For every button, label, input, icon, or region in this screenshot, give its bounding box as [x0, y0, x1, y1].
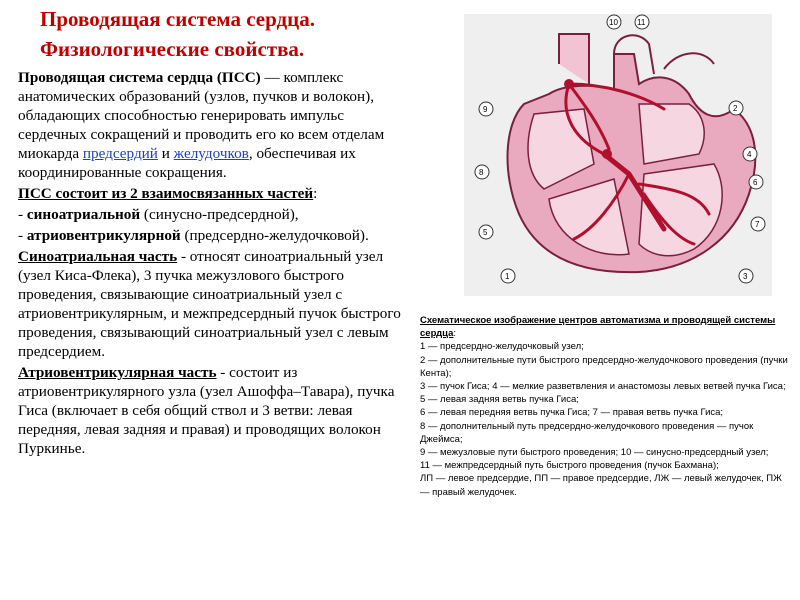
definition-text-1: — комплекс анатомических образований (узлов, пучков и волокон), обладающих способностью генерировать импульс сердечных сокращений и проводить его ко всем отделам миокарда — [18, 69, 385, 162]
label-1: 1 — [505, 272, 510, 281]
label-3: 3 — [743, 272, 748, 281]
parts-heading-text: ПСС состоит из 2 взаимосвязанных частей — [18, 185, 314, 202]
diagram-caption — [420, 314, 792, 499]
av-paragraph — [18, 363, 410, 458]
chamber-left-atrium — [639, 104, 704, 164]
link-ventricles[interactable]: желудочков — [173, 145, 249, 162]
label-2: 2 — [733, 104, 738, 113]
label-5: 5 — [483, 228, 488, 237]
caption-line: 2 — дополнительные пути быстрого предсердно-желудочкового проведения (пучки Кента); — [420, 354, 788, 379]
part-sinoatrial-text: (синусно-предсердной), — [140, 206, 299, 223]
caption-title-text: Схематическое изображение центров автоматизма и проводящей системы сердца — [420, 315, 776, 340]
label-10: 10 — [609, 18, 618, 27]
part-sinoatrial-term: синоатриальной — [26, 206, 141, 223]
part-atrioventricular — [18, 226, 410, 245]
caption-line: 8 — дополнительный путь предсердно-желудочкового проведения — пучок Джеймса; — [420, 420, 754, 445]
caption-line: 1 — предсердно-желудочковый узел; — [420, 341, 584, 353]
label-7: 7 — [755, 220, 760, 229]
caption-title — [420, 314, 792, 340]
label-6: 6 — [753, 178, 758, 187]
definition-text-3: , обеспечивая их координированные сокращения. — [18, 145, 356, 181]
heart-conduction-illustration — [464, 14, 772, 296]
heart-diagram — [464, 14, 772, 296]
sinoatrial-text: - относят синоатриальный узел (узел Киса-Флека), 3 пучка межузлового быстрого проведения, связывающие синоатриальный узел с атриовентрикулярным, и межпредсердный пучок быстрого проведения, связывающий синоатриальный узел с левым предсердием. — [18, 248, 401, 360]
caption-line: 9 — межузловые пути быстрого проведения; 10 — синусно-предсердный узел; — [420, 447, 769, 459]
av-node — [602, 149, 612, 159]
av-text: - состоит из атриовентрикулярного узла (узел Ашоффа–Тавара), пучка Гиса (включает в себя общий ствол и 3 ветви: левая передняя, левая задняя и правая) и проводящих волокон Пуркинье. — [18, 364, 395, 457]
label-11: 11 — [637, 18, 646, 27]
caption-title-colon: : — [453, 328, 457, 340]
dash: - — [18, 227, 27, 244]
label-9: 9 — [483, 105, 488, 114]
parts-heading — [18, 184, 410, 203]
sinoatrial-term: Синоатриальная часть — [18, 248, 178, 265]
title-line-2: Физиологические свойства. — [40, 37, 305, 61]
vessel-svc — [559, 34, 589, 84]
definition-paragraph — [18, 68, 410, 182]
main-text — [18, 68, 410, 460]
caption-line: ЛП — левое предсердие, ПП — правое предсердие, ЛЖ — левый желудочек, ПЖ — правый желудочек. — [420, 473, 782, 498]
sa-node — [564, 79, 574, 89]
av-term: Атриовентрикулярная часть — [18, 364, 217, 381]
part-sinoatrial — [18, 205, 410, 224]
caption-line: 3 — пучок Гиса; 4 — мелкие разветвления и анастомозы левых ветвей пучка Гиса; 5 — левая задняя ветвь пучка Гиса; — [420, 381, 786, 406]
label-4: 4 — [747, 150, 752, 159]
caption-line: 11 — межпредсердный путь быстрого проведения (пучок Бахмана); — [420, 460, 719, 472]
caption-line: 6 — левая передняя ветвь пучка Гиса; 7 — правая ветвь пучка Гиса; — [420, 407, 724, 419]
term-pss: Проводящая система сердца (ПСС) — [18, 69, 261, 86]
parts-heading-colon: : — [313, 185, 318, 202]
part-av-text: (предсердно-желудочковой). — [180, 227, 369, 244]
label-8: 8 — [479, 168, 484, 177]
sinoatrial-paragraph — [18, 247, 410, 361]
vessel-pulmonary — [664, 53, 714, 69]
title-line-1: Проводящая система сердца. — [40, 7, 315, 31]
definition-text-2: и — [157, 145, 174, 162]
link-atria[interactable]: предсердий — [82, 145, 158, 162]
dash: - — [18, 206, 27, 223]
slide-title — [40, 4, 460, 64]
part-av-term: атриовентрикулярной — [26, 227, 181, 244]
